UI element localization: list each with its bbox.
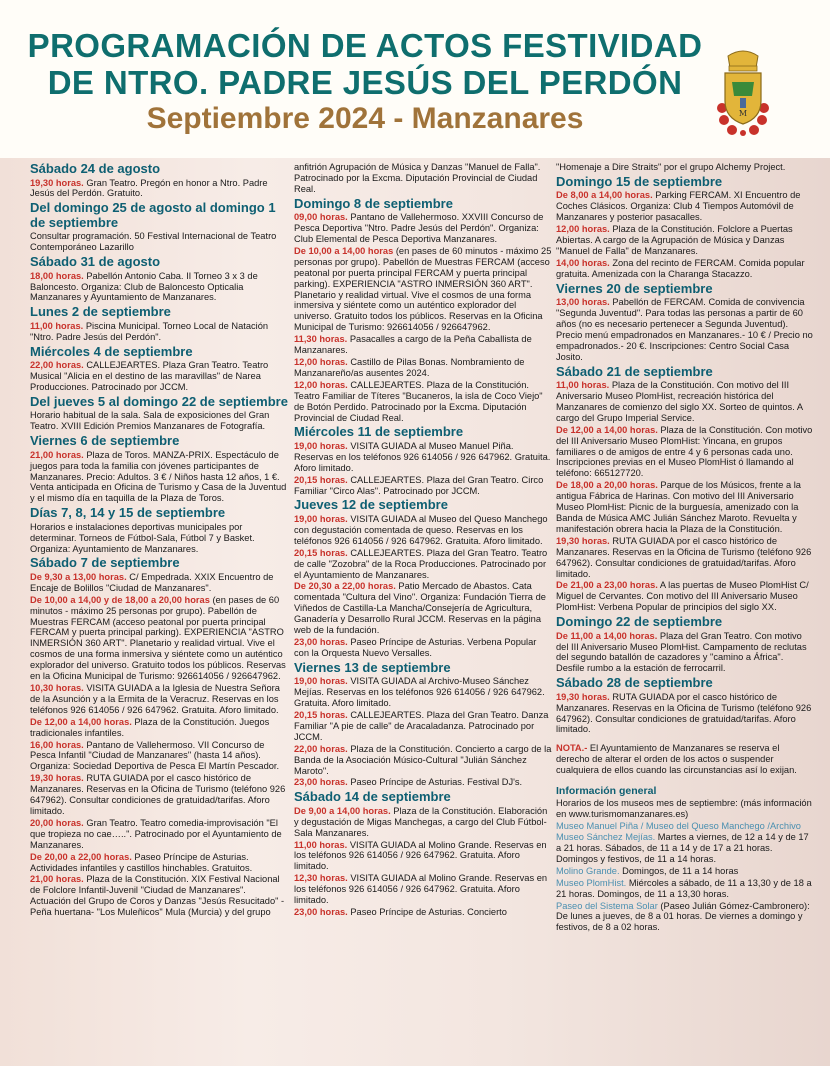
event-description: Pantano de Vallehermoso. XXVIII Concurso de Pesca Deportiva "Ntro. Padre Jesús del Perdón". Organiza: Club Elemental de Pesca Deportiva Manzanares. [294,212,544,245]
event-time: De 9,30 a 13,00 horas. [30,571,127,582]
day-section [30,162,288,199]
event-description: Castillo de Pilas Bonas. Nombramiento de Manzanareño/as ausentes 2024. [294,357,525,378]
event-description: (en pases de 60 minutos - máximo 25 personas por grupo). Pabellón de Muestras FERCAM (acceso peatonal por puerta principal FERCAM y puerta principal parking). EXPERIENCIA "ASTRO INMERSIÓN 360 ART". Planetario y realidad virtual. Vive el cosmos de una forma inmersiva y siéntete como un auténtico explorador del universo. Gratuito todos los públicos. Reservas en la Oficina Municipal de Turismo: 926614056 / 926647962. [30,594,286,682]
event-entry [30,321,288,343]
event-time: 10,30 horas. [30,683,84,693]
event-time: 20,15 horas. [294,474,348,485]
day-heading: Sábado 24 de agosto [30,161,161,176]
event-description: CALLEJEARTES. Plaza del Gran Teatro. Danza Familiar "A pie de calle" de Aracaladanza. Patrocinado por JCCM. [294,709,549,742]
day-section [294,790,552,918]
event-time: 21,00 horas. [30,874,84,885]
event-entry [294,514,552,547]
day-heading: Sábado 21 de septiembre [556,363,713,379]
day-heading: Domingo 15 de septiembre [556,173,723,189]
event-time: 11,00 horas. [294,839,348,850]
event-description: Pabellón Antonio Caba. II Torneo 3 x 3 de Baloncesto. Organiza: Club de Baloncesto Opticalia Manzanares y Ayuntamiento de Manzanares. [30,270,258,303]
day-heading: Jueves 12 de septiembre [294,497,448,513]
event-time: 11,00 horas. [30,320,84,331]
event-entry [294,873,552,906]
event-entry [294,907,552,918]
event-time: De 20,00 a 22,00 horas. [30,851,132,862]
note-label: NOTA.- [556,743,588,754]
event-entry [30,740,288,773]
event-time: 11,30 horas. [294,334,348,345]
event-description: Parking FERCAM. XI Encuentro de Coches Clásicos. Organiza: Club 4 Tiempos Automóvil de Manzanares y posterior pasacalles. [556,190,801,223]
info-title: Información general [556,785,657,798]
event-time: De 20,30 a 22,00 horas. [294,581,396,592]
day-section [294,498,552,658]
event-time: De 21,00 a 23,00 horas. [556,580,658,591]
event-description: Plaza del Gran Teatro. Con motivo del III Aniversario Museo PlomHist. Campamento de reclutas del segundo batallón de cazadores y "camino a África". Desfile rumbo a la estación de ferrocarril. [556,630,807,674]
day-section [556,365,814,614]
event-description: Plaza de la Constitución. XIX Festival Nacional de Folclore Infantil-Juvenil "Ciudad de Manzanares". Actuación del Grupo de Coros y Danzas "Jesús Resucitado" -Peña huertana- "Los Muleñicos" Mula (Murcia) y del grupo [30,874,285,918]
event-time: 13,00 horas. [556,297,610,308]
event-entry [30,852,288,874]
event-entry [294,777,552,788]
day-heading: Sábado 7 de septiembre [30,555,180,571]
event-description: Plaza de la Constitución. Con motivo del III Aniversario Museo PlomHist: Yincana, en grupos familiares o de amigos de entre 4 y 6 personas cada uno. Inscripciones previas en el Museo PlomHist ó llamando al teléfono: 665127720. [556,424,813,479]
event-description: (en pases de 60 minutos - máximo 25 personas por grupo). Pabellón de Muestras FERCAM (acceso peatonal por puerta principal FERCAM y puerta principal parking). EXPERIENCIA "ASTRO INMERSIÓN 360 ART". Planetario y realidad virtual. Vive el cosmos de una forma inmersiva y siéntete como un auténtico explorador del universo. Gratuito todos los públicos. Reservas en la Oficina Municipal de Turismo: 926614056 / 926647962. [294,245,552,333]
event-entry [556,480,814,535]
event-entry [294,806,552,839]
event-entry [556,258,814,280]
event-entry [30,683,288,716]
event-entry [556,692,814,736]
event-time: 21,00 horas. [30,449,84,460]
event-entry [30,271,288,304]
event-description: C/ Empedrada. XXIX Encuentro de Encaje de Bolillos "Ciudad de Manzanares". [30,571,274,593]
event-time: 18,00 horas. [30,270,84,281]
event-description: Consultar programación. 50 Festival Internacional de Teatro Contemporáneo Lazarillo [30,231,277,253]
header [0,0,830,158]
event-entry [294,710,552,743]
event-description: Pantano de Vallehermoso. VII Concurso de Pesca Infantil "Ciudad de Manzanares" (hasta 14 años). Organiza: Sociedad Deportiva de Pesca El Martín Pescador. [30,739,280,772]
day-heading: Viernes 6 de septiembre [30,433,180,449]
event-entry [30,595,288,682]
event-description: VISITA GUIADA al Molino Grande. Reservas en los teléfonos 926 614056 / 926 647962. Gratuita. Aforo limitado. [294,839,547,872]
event-entry [294,441,552,474]
event-time: 19,30 horas. [30,773,84,784]
day-section [294,661,552,789]
event-description: Horario habitual de la sala. Sala de exposiciones del Gran Teatro. XVIII Edición Premios Manzanares de Fotografía. [30,410,270,432]
event-entry [30,572,288,594]
event-time: 14,00 horas. [556,257,610,268]
event-description: Plaza de la Constitución. Elaboración y degustación de Migas Manchegas, a cargo del Club Fútbol-Sala Manzanares. [294,805,548,838]
event-time: 23,00 horas. [294,777,348,788]
event-entry [30,178,288,200]
day-section [30,305,288,342]
event-description: Zona del recinto de FERCAM. Comida popular gratuita. Amenizada con la Charanga Stacazzo. [556,257,805,279]
event-entry [556,380,814,424]
museum-hours [556,901,814,934]
museum-name: Molino Grande. [556,865,620,876]
note [556,743,814,776]
day-heading: Días 7, 8, 14 y 15 de septiembre [30,505,226,521]
general-info [556,785,814,933]
event-entry [556,224,814,257]
event-description: CALLEJEARTES. Plaza del Gran Teatro. Circo Familiar "Circo Alas". Patrocinado por JCCM. [294,474,544,496]
event-entry [294,334,552,356]
event-description: RUTA GUIADA por el casco histórico de Manzanares. Reservas en la Oficina de Turismo (teléfono 926 647962). Consultar condiciones de gratuidad/tarifas. Aforo limitado. [556,691,812,735]
event-description: Plaza de Toros. MANZA-PRIX. Espectáculo de juegos para toda la familia con jóvenes participantes de Manzanares. Precio: Adultos. 3 € / Niños hasta 12 años, 1 €. Venta anticipada en Oficina de Turismo y Casa de la Juventud y el mismo día en taquilla de la Plaza de Toros. [30,449,287,504]
event-time: 12,30 horas. [294,873,348,884]
day-heading: Miércoles 4 de septiembre [30,343,193,359]
museum-name: Museo PlomHist. [556,877,627,888]
event-entry [30,717,288,739]
event-entry [294,212,552,245]
event-description: CALLEJEARTES. Plaza de la Constitución. Teatro Familiar de Títeres "Bucaneros, la isla de Coco Viejo" de Botón Perdido. Patrocinado por la Excma. Diputación Provincial de Ciudad Real. [294,379,543,423]
event-description: Gran Teatro. Pregón en honor a Ntro. Padre Jesús del Perdón. Gratuito. [30,177,268,199]
event-entry [294,637,552,659]
event-description: Paseo Príncipe de Asturias. Actividades infantiles y castillos hinchables. Gratuitos. [30,851,253,873]
day-section [30,255,288,303]
day-section [556,676,814,735]
day-section [556,282,814,363]
event-entry [30,410,288,432]
museum-hours [556,866,814,877]
event-entry [30,874,288,918]
event-description: VISITA GUIADA a la Iglesia de Nuestra Señora de la Asunción y a la Ermita de la Veracruz. Reservas en los teléfonos 926 614056 / 926 647962. Gratuita. Aforo limitado. [30,683,280,715]
event-entry [30,450,288,505]
note-text: El Ayuntamiento de Manzanares se reserva el derecho de alterar el orden de los actos o suspender cualquiera de ellos cuando las circunstancias así lo exijan. [556,743,797,776]
event-time: 12,00 horas. [294,357,348,367]
column-3 [556,162,814,934]
event-entry [556,425,814,480]
coat-of-arms-icon [714,46,772,136]
event-entry [556,631,814,675]
event-entry [294,840,552,873]
day-heading: Viernes 13 de septiembre [294,659,451,675]
event-entry [294,581,552,636]
event-description: Paseo Príncipe de Asturias. Concierto [347,906,507,917]
day-section [294,425,552,496]
day-section [30,201,288,253]
event-entry [294,744,552,777]
event-description: Pasacalles a cargo de la Peña Caballista de Manzanares. [294,334,532,356]
event-description: Plaza de la Constitución. Con motivo del III Aniversario Museo PlomHist, recreación histórica del Manzanares de comienzo del siglo XX. Sorteo de quintos. A cargo del Grupo Imperial Service. [556,380,803,423]
event-entry [30,773,288,817]
museum-schedule: (Paseo Julián Gómez-Cambronero): De lunes a jueves, de 8 a 01 horas. De viernes a domingo y festivos, de 8 a 02 horas. [556,900,810,933]
event-time: 16,00 horas. [30,739,84,750]
column-2 [294,162,552,920]
event-time: 19,30 horas. [556,535,610,546]
day-heading: Miércoles 11 de septiembre [294,424,464,440]
day-section [30,395,288,432]
event-description: Plaza de la Constitución. Juegos tradicionales infantiles. [30,716,270,738]
event-entry [294,357,552,379]
event-entry [294,475,552,497]
museum-name: Museo Manuel Piña / Museo del Queso Manchego /Archivo Museo Sánchez Mejías. [556,821,801,843]
event-time: 23,00 horas. [294,906,348,917]
event-description: Paseo Príncipe de Asturias. Verbena Popular con la Orquesta Nuevo Versalles. [294,636,537,658]
museum-hours [556,821,814,865]
day-heading: Del domingo 25 de agosto al domingo 1 de septiembre [30,200,276,230]
event-entry [30,818,288,851]
event-time: 20,15 horas. [294,547,348,558]
day-section [294,197,552,424]
day-heading: Del jueves 5 al domingo 22 de septiembre [30,393,288,409]
event-time: 09,00 horas. [294,212,348,223]
event-time: 23,00 horas. [294,636,348,647]
event-entry [556,190,814,223]
event-time: De 8,00 a 14,00 horas. [556,190,653,201]
event-description: Parque de los Músicos, frente a la antigua Fábrica de Harinas. Con motivo del III Aniversario Museo PlomHist: Picnic de la burguesía, amenizado con la Banda de Música AMC Julián Sánchez Maroto. Revuelta y manifestación obrera hacia la Plaza de la Constitución. [556,480,801,534]
event-entry [556,580,814,613]
event-description: Patio Mercado de Abastos. Cata comentada "Cultura del Vino". Organiza: Fundación Tierra de Viñedos de Castilla-La Mancha/Consejería de Agricultura, Ganadería y Desarrollo Rural JCCM. Reservas en la página web de la fundación. [294,581,546,636]
event-time: De 10,00 a 14,00 horas [294,245,394,256]
museum-schedule: Miércoles a sábado, de 11 a 13,30 y de 18 a 21 horas. Domingos, de 11 a 13,30 horas. [556,877,812,899]
event-description: CALLEJEARTES. Plaza Gran Teatro. Teatro Musical "Alicia en el destino de las maravillas" de Narea Producciones. Patrocinado por JCCM. [30,360,269,392]
event-time: De 11,00 a 14,00 horas. [556,630,658,641]
day-heading: Sábado 14 de septiembre [294,789,451,805]
event-description: Gran Teatro. Teatro comedia-improvisación "El que tropieza no cae…..". Patrocinado por el Ayuntamiento de Manzanares. [30,817,282,850]
day-section [30,506,288,554]
event-description: VISITA GUIADA al Museo del Queso Manchego con degustación comentada de queso. Reservas en los teléfonos 926 614056 / 926 647962. Gratuita. Aforo limitado. [294,513,548,546]
svg-text:M: M [738,109,748,118]
info-intro: Horarios de los museos mes de septiembre: (más información en www.turismomanzanares.es) [556,798,812,820]
event-time: 22,00 horas. [294,743,348,754]
event-entry [556,297,814,362]
museum-schedule: Domingos, de 11 a 14 horas [619,865,739,876]
event-time: De 12,00 a 14,00 horas. [556,424,658,435]
event-description: Piscina Municipal. Torneo Local de Natación "Ntro. Padre Jesús del Perdón". [30,320,269,342]
day-section [30,434,288,504]
museum-schedule: Martes a viernes, de 12 a 14 y de 17 a 21 horas. Sábados, de 11 a 14 y de 17 a 21 horas. Domingos y festivos, de 11 a 14 horas. [556,832,809,864]
event-time: De 9,00 a 14,00 horas. [294,805,391,816]
event-time: 12,00 horas. [556,224,610,235]
day-heading: Domingo 22 de septiembre [556,614,723,630]
event-time: 22,00 horas. [30,360,84,371]
day-heading: Lunes 2 de septiembre [30,304,171,320]
event-time: 19,30 horas. [556,691,610,702]
day-section [30,345,288,393]
event-description: VISITA GUIADA al Museo Manuel Piña. Reservas en los teléfonos 926 614056 / 926 647962. Gratuita. Aforo limitado. [294,440,551,473]
event-entry [30,231,288,253]
event-time: 19,00 horas. [294,513,348,524]
subtitle: Septiembre 2024 - Manzanares [146,102,584,135]
event-time: 11,00 horas. [556,380,610,391]
museum-name: Paseo del Sistema Solar [556,900,658,911]
event-time: 19,00 horas. [294,676,348,687]
event-entry [556,536,814,580]
event-entry [294,380,552,424]
event-entry [30,522,288,555]
day-heading: Viernes 20 de septiembre [556,280,713,296]
day-section [30,556,288,918]
event-entry [294,246,552,333]
continued-text: "Homenaje a Dire Straits" por el grupo Alchemy Project. [556,162,786,172]
event-time: 20,15 horas. [294,709,348,720]
event-time: De 18,00 a 20,00 horas. [556,480,658,491]
event-time: 19,30 horas. [30,177,84,188]
program-content [0,158,830,1066]
event-description: Plaza de la Constitución. Concierto a cargo de la Banda de la Asociación Músico-Cultural "Julián Sánchez Maroto". [294,743,552,776]
event-entry [294,676,552,709]
event-time: De 10,00 a 14,00 y de 18,00 a 20,00 horas [30,594,210,605]
day-heading: Sábado 31 de agosto [30,254,161,270]
continued-text: anfitrión Agrupación de Música y Danzas "Manuel de Falla". Patrocinado por la Excma. Diputación Provincial de Ciudad Real. [294,162,541,194]
museum-hours [556,878,814,900]
event-description: Plaza de la Constitución. Folclore a Puertas Abiertas. A cargo de la Agrupación de Música y Danzas "Manuel de Falla" de Manzanares. [556,224,793,256]
day-heading: Domingo 8 de septiembre [294,195,453,211]
event-time: De 12,00 a 14,00 horas. [30,716,132,727]
event-description: Horarios e instalaciones deportivas municipales por determinar. Torneos de Fútbol-Sala, Fútbol 7 y Basket. Organiza: Ayuntamiento de Manzanares. [30,521,255,554]
event-description: VISITA GUIADA al Molino Grande. Reservas en los teléfonos 926 614056 / 926 647962. Gratuita. Aforo limitado. [294,873,548,906]
event-description: Paseo Príncipe de Asturias. Festival DJ's. [347,777,523,788]
event-time: 12,00 horas. [294,379,348,390]
event-description: Pabellón de FERCAM. Comida de convivencia "Segunda Juventud". Para todas las personas a partir de 60 años (no es necesario pertenecer a Segunda Juventud). Precio menú empadronados en Manzanares.- 10 € / Precio no empadronados.- 20 €. Inscripciones: Centro Social Casa Josito. [556,297,813,362]
event-description: CALLEJEARTES. Plaza del Gran Teatro. Teatro de calle "Zozobra" de la Roca Producciones. Patrocinado por el Ayuntamiento de Manzanares. [294,547,548,580]
day-section [556,175,814,280]
column-1 [30,162,288,920]
event-time: 20,00 horas. [30,817,84,828]
event-entry [30,360,288,393]
event-entry [294,548,552,581]
event-time: 19,00 horas. [294,440,348,451]
day-heading: Sábado 28 de septiembre [556,675,713,691]
day-section [556,615,814,674]
title-line-2: DE NTRO. PADRE JESÚS DEL PERDÓN [47,64,683,101]
event-description: A las puertas de Museo PlomHist C/ Miguel de Cervantes. Con motivo del III Aniversario Museo PlomHist: Verbena Popular de principios del siglo XX. [556,580,809,613]
event-description: RUTA GUIADA por el casco histórico de Manzanares. Reservas en la Oficina de Turismo (teléfono 926 647962). Consultar condiciones de gratuidad/tarifas. Aforo limitado. [30,773,286,816]
title-line-1: PROGRAMACIÓN DE ACTOS FESTIVIDAD [27,27,703,64]
event-description: VISITA GUIADA al Archivo-Museo Sánchez Mejías. Reservas en los teléfonos 926 614056 / 926 647962. Gratuita. Aforo limitado. [294,676,545,709]
event-description: RUTA GUIADA por el casco histórico de Manzanares. Reservas en la Oficina de Turismo (teléfono 926 647962). Consultar condiciones de gratuidad/tarifas. Aforo limitado. [556,535,812,579]
